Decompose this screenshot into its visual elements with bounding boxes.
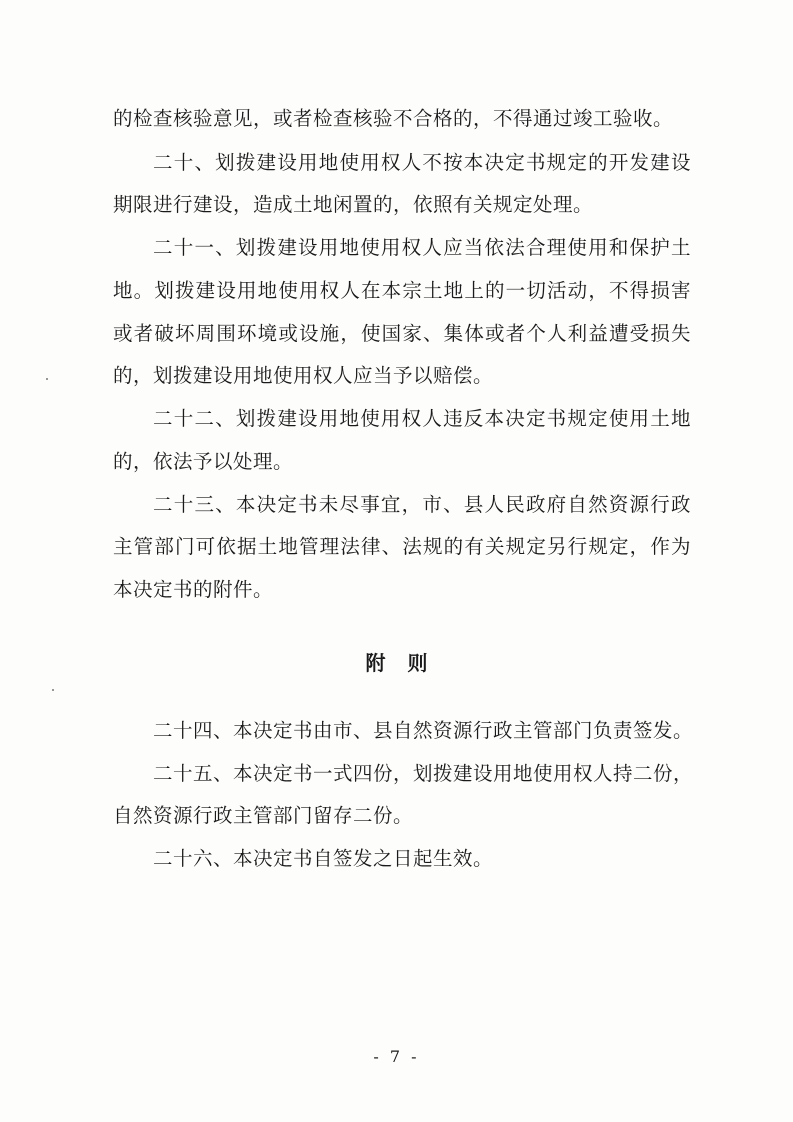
article-25-line-2: 自然资源行政主管部门留存二份。 [113, 804, 414, 827]
article-23-line-1: 二十三、本决定书未尽事宜，市、县人民政府自然资源行政 [153, 493, 691, 516]
article-24-line-1: 二十四、本决定书由市、县自然资源行政主管部门负责签发。 [153, 719, 694, 742]
article-21-line-4: 的，划拨建设用地使用权人应当予以赔偿。 [113, 364, 494, 387]
article-23-line-2: 主管部门可依据土地管理法律、法规的有关规定另行规定，作为 [113, 535, 691, 558]
article-21-line-1: 二十一、划拨建设用地使用权人应当依法合理使用和保护土 [153, 236, 691, 259]
paragraph-line-continuation: 的检查核验意见，或者检查核验不合格的，不得通过竣工验收。 [113, 107, 674, 130]
scan-speck [46, 378, 48, 380]
article-21-line-3: 或者破坏周围环境或设施，使国家、集体或者个人利益遭受损失 [113, 322, 691, 345]
appendix-heading: 附则 [365, 651, 450, 675]
article-23-line-3: 本决定书的附件。 [113, 578, 274, 601]
scan-speck [52, 689, 54, 691]
article-22-line-2: 的，依法予以处理。 [113, 450, 294, 473]
article-20-line-2: 期限进行建设，造成土地闲置的，依照有关规定处理。 [113, 193, 594, 216]
article-22-line-1: 二十二、划拨建设用地使用权人违反本决定书规定使用土地 [153, 407, 691, 430]
article-25-line-1: 二十五、本决定书一式四份，划拨建设用地使用权人持二份， [153, 762, 694, 785]
article-20-line-1: 二十、划拨建设用地使用权人不按本决定书规定的开发建设 [153, 151, 691, 174]
article-21-line-2: 地。划拨建设用地使用权人在本宗土地上的一切活动，不得损害 [113, 279, 691, 302]
article-26-line-1: 二十六、本决定书自签发之日起生效。 [153, 847, 494, 870]
page-number: - 7 - [373, 1047, 420, 1066]
